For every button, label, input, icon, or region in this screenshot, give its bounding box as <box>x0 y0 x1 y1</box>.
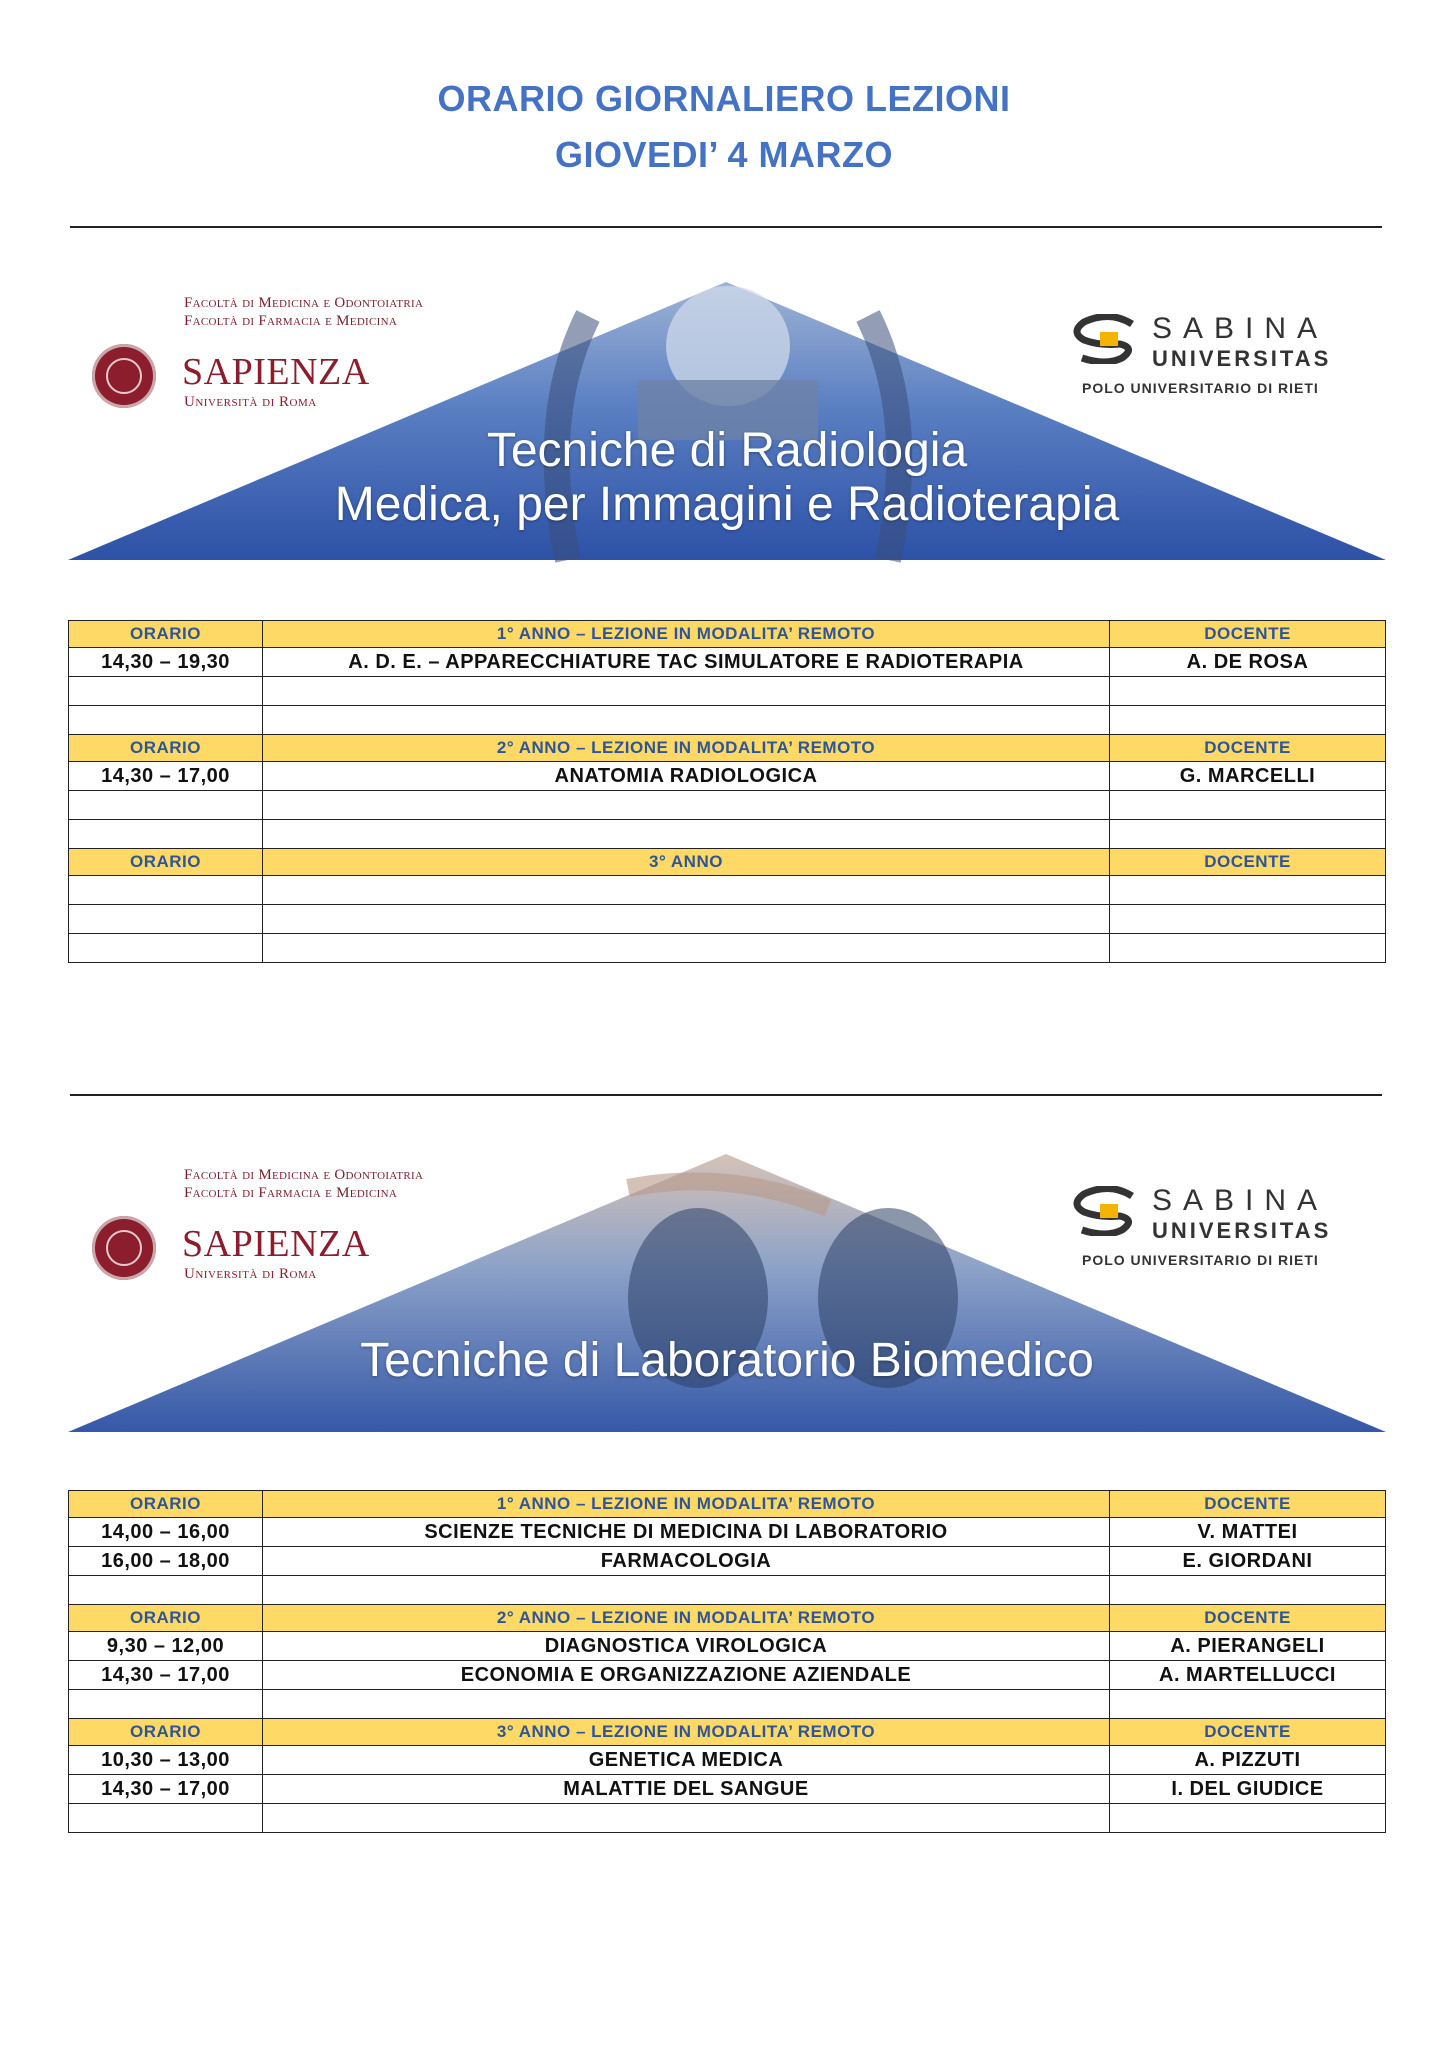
cell-lezione: SCIENZE TECNICHE DI MEDICINA DI LABORATORIO <box>263 1518 1110 1547</box>
cell-orario <box>69 934 263 963</box>
header-orario: ORARIO <box>69 1605 263 1632</box>
cell-docente <box>1110 1690 1386 1719</box>
sapienza-seal-logo <box>92 344 156 408</box>
page-title: ORARIO GIORNALIERO LEZIONI <box>437 78 1011 119</box>
cell-docente <box>1110 706 1386 735</box>
header-docente: DOCENTE <box>1110 1605 1386 1632</box>
header-docente: DOCENTE <box>1110 1719 1386 1746</box>
header-anno: 1° ANNO – LEZIONE IN MODALITA’ REMOTO <box>263 1491 1110 1518</box>
cell-docente <box>1110 677 1386 706</box>
sabina-name: SABINA <box>1152 1184 1329 1217</box>
header-anno: 3° ANNO <box>263 849 1110 876</box>
cell-lezione <box>263 934 1110 963</box>
header-docente: DOCENTE <box>1110 735 1386 762</box>
table-row <box>69 762 1386 791</box>
cell-orario <box>69 905 263 934</box>
cell-orario: 14,30 – 17,00 <box>69 1775 263 1804</box>
cell-orario: 9,30 – 12,00 <box>69 1632 263 1661</box>
cell-docente: V. MATTEI <box>1110 1518 1386 1547</box>
sabina-polo: POLO UNIVERSITARIO DI RIETI <box>1082 1252 1319 1268</box>
cell-docente <box>1110 1804 1386 1833</box>
table-header-row <box>69 1491 1386 1518</box>
faculty-text: Facoltà di Medicina e Odontoiatria Facoltà di Farmacia e Medicina <box>184 1167 424 1201</box>
cell-docente: E. GIORDANI <box>1110 1547 1386 1576</box>
cell-orario: 14,00 – 16,00 <box>69 1518 263 1547</box>
table-row <box>69 706 1386 735</box>
header-orario: ORARIO <box>69 735 263 762</box>
cell-docente <box>1110 934 1386 963</box>
cell-orario: 16,00 – 18,00 <box>69 1547 263 1576</box>
table-row <box>69 791 1386 820</box>
cell-lezione <box>263 791 1110 820</box>
header-docente: DOCENTE <box>1110 1491 1386 1518</box>
table-row <box>69 1547 1386 1576</box>
schedule-table-laboratorio <box>68 1490 1386 1833</box>
sapienza-logo-text: SAPIENZA <box>182 1223 370 1265</box>
sabina-name: SABINA <box>1152 312 1329 345</box>
cell-lezione <box>263 677 1110 706</box>
table-row <box>69 1518 1386 1547</box>
table-row <box>69 1746 1386 1775</box>
course-title: Tecniche di Laboratorio Biomedico <box>360 1334 1094 1387</box>
course-banner-laboratorio <box>68 1148 1386 1438</box>
table-header-row <box>69 735 1386 762</box>
cell-orario: 14,30 – 19,30 <box>69 648 263 677</box>
cell-orario: 14,30 – 17,00 <box>69 1661 263 1690</box>
cell-lezione: MALATTIE DEL SANGUE <box>263 1775 1110 1804</box>
cell-docente: A. PIERANGELI <box>1110 1632 1386 1661</box>
cell-docente: I. DEL GIUDICE <box>1110 1775 1386 1804</box>
header-orario: ORARIO <box>69 1719 263 1746</box>
table-row <box>69 1804 1386 1833</box>
cell-lezione: GENETICA MEDICA <box>263 1746 1110 1775</box>
table-row <box>69 820 1386 849</box>
table-row <box>69 1632 1386 1661</box>
cell-lezione: FARMACOLOGIA <box>263 1547 1110 1576</box>
header-docente: DOCENTE <box>1110 621 1386 648</box>
table-row <box>69 677 1386 706</box>
cell-orario <box>69 1690 263 1719</box>
cell-lezione <box>263 706 1110 735</box>
cell-docente: A. MARTELLUCCI <box>1110 1661 1386 1690</box>
cell-lezione <box>263 1576 1110 1605</box>
table-row <box>69 876 1386 905</box>
table-header-row <box>69 849 1386 876</box>
header-orario: ORARIO <box>69 1491 263 1518</box>
cell-orario <box>69 706 263 735</box>
cell-orario <box>69 1804 263 1833</box>
header-orario: ORARIO <box>69 849 263 876</box>
cell-orario: 14,30 – 17,00 <box>69 762 263 791</box>
divider <box>70 1094 1382 1096</box>
course-title: Tecniche di Radiologia Medica, per Immagini e Radioterapia <box>334 424 1120 531</box>
faculty-text: Facoltà di Medicina e Odontoiatria Facoltà di Farmacia e Medicina <box>184 295 424 329</box>
table-row <box>69 1690 1386 1719</box>
header-anno: 2° ANNO – LEZIONE IN MODALITA’ REMOTO <box>263 735 1110 762</box>
header-anno: 3° ANNO – LEZIONE IN MODALITA’ REMOTO <box>263 1719 1110 1746</box>
table-row <box>69 1775 1386 1804</box>
sabina-universitas: UNIVERSITAS <box>1152 346 1332 371</box>
table-header-row <box>69 1605 1386 1632</box>
cell-docente <box>1110 791 1386 820</box>
cell-lezione <box>263 905 1110 934</box>
sapienza-subtitle: Università di Roma <box>184 1266 317 1282</box>
cell-orario: 10,30 – 13,00 <box>69 1746 263 1775</box>
cell-lezione: DIAGNOSTICA VIROLOGICA <box>263 1632 1110 1661</box>
table-row <box>69 905 1386 934</box>
cell-docente <box>1110 905 1386 934</box>
cell-docente: A. DE ROSA <box>1110 648 1386 677</box>
header-docente: DOCENTE <box>1110 849 1386 876</box>
cell-orario <box>69 677 263 706</box>
sabina-universitas: UNIVERSITAS <box>1152 1218 1332 1243</box>
cell-lezione: ECONOMIA E ORGANIZZAZIONE AZIENDALE <box>263 1661 1110 1690</box>
cell-orario <box>69 876 263 905</box>
sapienza-subtitle: Università di Roma <box>184 394 317 410</box>
cell-docente: G. MARCELLI <box>1110 762 1386 791</box>
cell-docente <box>1110 1576 1386 1605</box>
sabina-logo-icon <box>1070 1186 1140 1236</box>
page-subtitle-date: GIOVEDI’ 4 MARZO <box>554 134 894 175</box>
cell-docente: A. PIZZUTI <box>1110 1746 1386 1775</box>
header-anno: 2° ANNO – LEZIONE IN MODALITA’ REMOTO <box>263 1605 1110 1632</box>
table-row <box>69 648 1386 677</box>
divider <box>70 226 1382 228</box>
table-row <box>69 934 1386 963</box>
table-header-row <box>69 1719 1386 1746</box>
cell-orario <box>69 791 263 820</box>
course-banner-radiologia <box>68 276 1386 566</box>
header-orario: ORARIO <box>69 621 263 648</box>
sapienza-seal-logo <box>92 1216 156 1280</box>
cell-lezione <box>263 1804 1110 1833</box>
table-header-row <box>69 621 1386 648</box>
cell-lezione <box>263 1690 1110 1719</box>
header-anno: 1° ANNO – LEZIONE IN MODALITA’ REMOTO <box>263 621 1110 648</box>
cell-orario <box>69 820 263 849</box>
cell-lezione <box>263 876 1110 905</box>
schedule-table-radiologia <box>68 620 1386 963</box>
cell-docente <box>1110 820 1386 849</box>
cell-orario <box>69 1576 263 1605</box>
cell-lezione: A. D. E. – APPARECCHIATURE TAC SIMULATORE E RADIOTERAPIA <box>263 648 1110 677</box>
sabina-polo: POLO UNIVERSITARIO DI RIETI <box>1082 380 1319 396</box>
sapienza-logo-text: SAPIENZA <box>182 351 370 393</box>
cell-lezione <box>263 820 1110 849</box>
table-row <box>69 1576 1386 1605</box>
table-row <box>69 1661 1386 1690</box>
sabina-logo-icon <box>1070 314 1140 364</box>
cell-lezione: ANATOMIA RADIOLOGICA <box>263 762 1110 791</box>
cell-docente <box>1110 876 1386 905</box>
